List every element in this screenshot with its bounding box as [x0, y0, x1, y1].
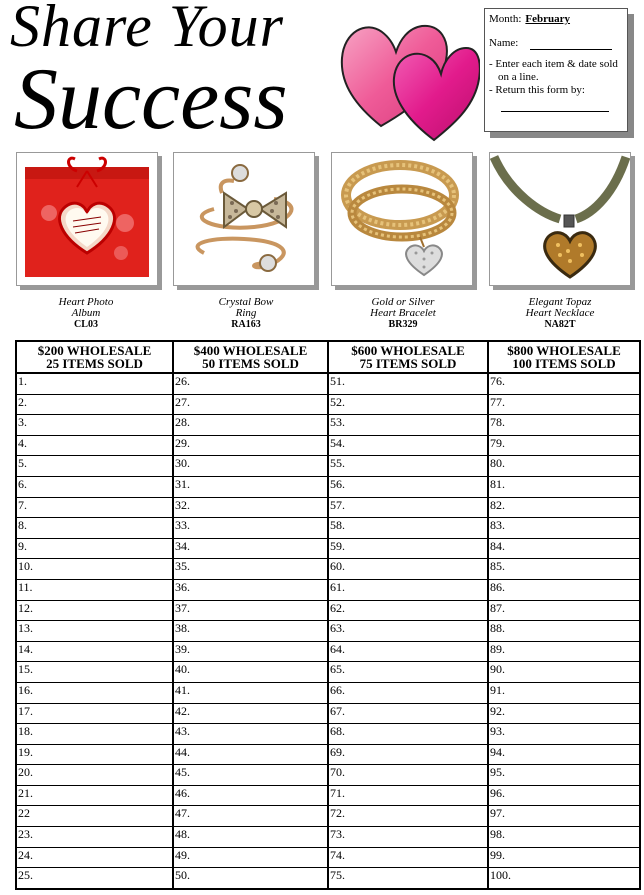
- table-row: [16, 579, 640, 600]
- entry-cell[interactable]: 9.: [16, 538, 173, 559]
- column-header: $600 WHOLESALE 75 ITEMS SOLD: [328, 341, 488, 373]
- return-date-field[interactable]: [501, 111, 609, 112]
- crystal-bow-ring-icon: [174, 153, 314, 285]
- entry-cell[interactable]: 68.: [328, 724, 488, 745]
- entry-cell[interactable]: 80.: [488, 456, 640, 477]
- entry-cell[interactable]: 53.: [328, 415, 488, 436]
- table-row: [16, 476, 640, 497]
- entry-cell[interactable]: 31.: [173, 476, 328, 497]
- photo-album-icon: [17, 153, 157, 285]
- entry-cell[interactable]: 83.: [488, 518, 640, 539]
- product-code: CL03: [74, 319, 98, 330]
- entry-cell[interactable]: 43.: [173, 724, 328, 745]
- month-value[interactable]: February: [525, 13, 571, 25]
- product-name: Heart Photo: [58, 296, 114, 308]
- entry-cell[interactable]: 93.: [488, 724, 640, 745]
- entry-cell[interactable]: 5.: [16, 456, 173, 477]
- entry-cell[interactable]: 41.: [173, 682, 328, 703]
- entry-cell[interactable]: 92.: [488, 703, 640, 724]
- table-row: [16, 621, 640, 642]
- table-row: [16, 518, 640, 539]
- table-row: [16, 806, 640, 827]
- entry-cell[interactable]: 99.: [488, 847, 640, 868]
- entry-cell[interactable]: 46.: [173, 785, 328, 806]
- entry-cell[interactable]: 56.: [328, 476, 488, 497]
- entry-cell[interactable]: 88.: [488, 621, 640, 642]
- hearts-graphic: [336, 10, 480, 144]
- entry-cell[interactable]: 22: [16, 806, 173, 827]
- entry-cell[interactable]: 47.: [173, 806, 328, 827]
- product-name: Heart Necklace: [525, 307, 595, 319]
- entry-cell[interactable]: 13.: [16, 621, 173, 642]
- entry-cell[interactable]: 7.: [16, 497, 173, 518]
- product-image-heart-bracelet: [331, 152, 473, 286]
- entry-cell[interactable]: 36.: [173, 579, 328, 600]
- table-row: [16, 538, 640, 559]
- entry-cell[interactable]: 74.: [328, 847, 488, 868]
- entry-cell[interactable]: 96.: [488, 785, 640, 806]
- entry-cell[interactable]: 16.: [16, 682, 173, 703]
- table-row: [16, 456, 640, 477]
- entry-cell[interactable]: 79.: [488, 435, 640, 456]
- product-name: Crystal Bow: [218, 296, 274, 308]
- entry-cell[interactable]: 77.: [488, 394, 640, 415]
- entry-cell[interactable]: 17.: [16, 703, 173, 724]
- entry-cell[interactable]: 4.: [16, 435, 173, 456]
- entry-cell[interactable]: 58.: [328, 518, 488, 539]
- entry-cell[interactable]: 61.: [328, 579, 488, 600]
- product-code: BR329: [388, 319, 418, 330]
- entry-cell[interactable]: 94.: [488, 744, 640, 765]
- entry-cell[interactable]: 57.: [328, 497, 488, 518]
- table-row: [16, 415, 640, 436]
- entry-cell[interactable]: 51.: [328, 373, 488, 394]
- table-row: [16, 744, 640, 765]
- entry-cell[interactable]: 40.: [173, 662, 328, 683]
- entry-cell[interactable]: 86.: [488, 579, 640, 600]
- entry-cell[interactable]: 8.: [16, 518, 173, 539]
- entry-cell[interactable]: 64.: [328, 641, 488, 662]
- table-row: [16, 785, 640, 806]
- entry-cell[interactable]: 89.: [488, 641, 640, 662]
- entry-cell[interactable]: 62.: [328, 600, 488, 621]
- entry-cell[interactable]: 26.: [173, 373, 328, 394]
- product-code: RA163: [231, 319, 261, 330]
- entry-cell[interactable]: 45.: [173, 765, 328, 786]
- sales-table: [15, 340, 641, 890]
- entry-cell[interactable]: 90.: [488, 662, 640, 683]
- entry-cell[interactable]: 32.: [173, 497, 328, 518]
- entry-cell[interactable]: 24.: [16, 847, 173, 868]
- entry-cell[interactable]: 82.: [488, 497, 640, 518]
- entry-cell[interactable]: 27.: [173, 394, 328, 415]
- table-row: [16, 703, 640, 724]
- entry-cell[interactable]: 84.: [488, 538, 640, 559]
- entry-cell[interactable]: 87.: [488, 600, 640, 621]
- page-title-line1: Share Your: [10, 0, 284, 59]
- product-name: Elegant Topaz: [528, 296, 592, 308]
- entry-cell[interactable]: 75.: [328, 868, 488, 889]
- table-row: [16, 827, 640, 848]
- entry-cell[interactable]: 18.: [16, 724, 173, 745]
- entry-cell[interactable]: 42.: [173, 703, 328, 724]
- bracelet-icon: [332, 153, 472, 285]
- product-code: NA82T: [544, 319, 576, 330]
- table-row: [16, 394, 640, 415]
- name-field[interactable]: [530, 39, 612, 50]
- table-header-row: [16, 341, 640, 373]
- product-caption: [328, 297, 478, 330]
- entry-cell[interactable]: 35.: [173, 559, 328, 580]
- name-label: Name:: [489, 37, 519, 49]
- product-name: Album: [71, 307, 101, 319]
- necklace-icon: [490, 153, 630, 285]
- entry-cell[interactable]: 70.: [328, 765, 488, 786]
- month-label: Month:: [489, 13, 522, 25]
- entry-cell[interactable]: 6.: [16, 476, 173, 497]
- info-box: [484, 8, 628, 132]
- entry-cell[interactable]: 34.: [173, 538, 328, 559]
- column-header: $400 WHOLESALE 50 ITEMS SOLD: [173, 341, 328, 373]
- table-row: [16, 765, 640, 786]
- entry-cell[interactable]: 54.: [328, 435, 488, 456]
- entry-cell[interactable]: 39.: [173, 641, 328, 662]
- entry-cell[interactable]: 10.: [16, 559, 173, 580]
- entry-cell[interactable]: 63.: [328, 621, 488, 642]
- entry-cell[interactable]: 91.: [488, 682, 640, 703]
- entry-cell[interactable]: 44.: [173, 744, 328, 765]
- product-image-crystal-bow-ring: [173, 152, 315, 286]
- product-name: Heart Bracelet: [370, 307, 436, 319]
- product-name: Ring: [235, 307, 257, 319]
- entry-cell[interactable]: 71.: [328, 785, 488, 806]
- entry-cell[interactable]: 29.: [173, 435, 328, 456]
- entry-cell[interactable]: 37.: [173, 600, 328, 621]
- entry-cell[interactable]: 15.: [16, 662, 173, 683]
- table-row: [16, 847, 640, 868]
- entry-cell[interactable]: 28.: [173, 415, 328, 436]
- table-row: [16, 868, 640, 889]
- entry-cell[interactable]: 14.: [16, 641, 173, 662]
- entry-cell[interactable]: 30.: [173, 456, 328, 477]
- table-row: [16, 373, 640, 394]
- entry-cell[interactable]: 98.: [488, 827, 640, 848]
- entry-cell[interactable]: 19.: [16, 744, 173, 765]
- entry-cell[interactable]: 20.: [16, 765, 173, 786]
- entry-cell[interactable]: 21.: [16, 785, 173, 806]
- product-image-heart-photo-album: [16, 152, 158, 286]
- table-row: [16, 497, 640, 518]
- entry-cell[interactable]: 97.: [488, 806, 640, 827]
- table-row: [16, 682, 640, 703]
- column-header: $200 WHOLESALE 25 ITEMS SOLD: [16, 341, 173, 373]
- entry-cell[interactable]: 78.: [488, 415, 640, 436]
- table-row: [16, 600, 640, 621]
- entry-cell[interactable]: 72.: [328, 806, 488, 827]
- entry-cell[interactable]: 85.: [488, 559, 640, 580]
- entry-cell[interactable]: 59.: [328, 538, 488, 559]
- column-header: $800 WHOLESALE 100 ITEMS SOLD: [488, 341, 640, 373]
- table-row: [16, 724, 640, 745]
- entry-cell[interactable]: 66.: [328, 682, 488, 703]
- entry-cell[interactable]: 69.: [328, 744, 488, 765]
- entry-cell[interactable]: 65.: [328, 662, 488, 683]
- product-caption: [171, 297, 321, 330]
- entry-cell[interactable]: 100.: [488, 868, 640, 889]
- product-name: Gold or Silver: [371, 296, 435, 308]
- table-row: [16, 662, 640, 683]
- entry-cell[interactable]: 50.: [173, 868, 328, 889]
- entry-cell[interactable]: 81.: [488, 476, 640, 497]
- entry-cell[interactable]: 38.: [173, 621, 328, 642]
- entry-cell[interactable]: 2.: [16, 394, 173, 415]
- entry-cell[interactable]: 11.: [16, 579, 173, 600]
- entry-cell[interactable]: 48.: [173, 827, 328, 848]
- entry-cell[interactable]: 95.: [488, 765, 640, 786]
- table-row: [16, 559, 640, 580]
- entry-cell[interactable]: 33.: [173, 518, 328, 539]
- instruction-item: - Return this form by:: [489, 84, 585, 96]
- entry-cell[interactable]: 49.: [173, 847, 328, 868]
- product-caption: [485, 297, 635, 330]
- entry-cell[interactable]: 67.: [328, 703, 488, 724]
- entry-cell[interactable]: 76.: [488, 373, 640, 394]
- instruction-item: - Enter each item & date sold on a line.: [489, 58, 618, 83]
- table-row: [16, 435, 640, 456]
- product-image-topaz-heart-necklace: [489, 152, 631, 286]
- entry-cell[interactable]: 25.: [16, 868, 173, 889]
- entry-cell[interactable]: 60.: [328, 559, 488, 580]
- table-row: [16, 641, 640, 662]
- entry-cell[interactable]: 23.: [16, 827, 173, 848]
- entry-cell[interactable]: 55.: [328, 456, 488, 477]
- entry-cell[interactable]: 3.: [16, 415, 173, 436]
- entry-cell[interactable]: 12.: [16, 600, 173, 621]
- entry-cell[interactable]: 73.: [328, 827, 488, 848]
- product-caption: [11, 297, 161, 330]
- entry-cell[interactable]: 1.: [16, 373, 173, 394]
- entry-cell[interactable]: 52.: [328, 394, 488, 415]
- page-title-line2: Success: [14, 51, 288, 148]
